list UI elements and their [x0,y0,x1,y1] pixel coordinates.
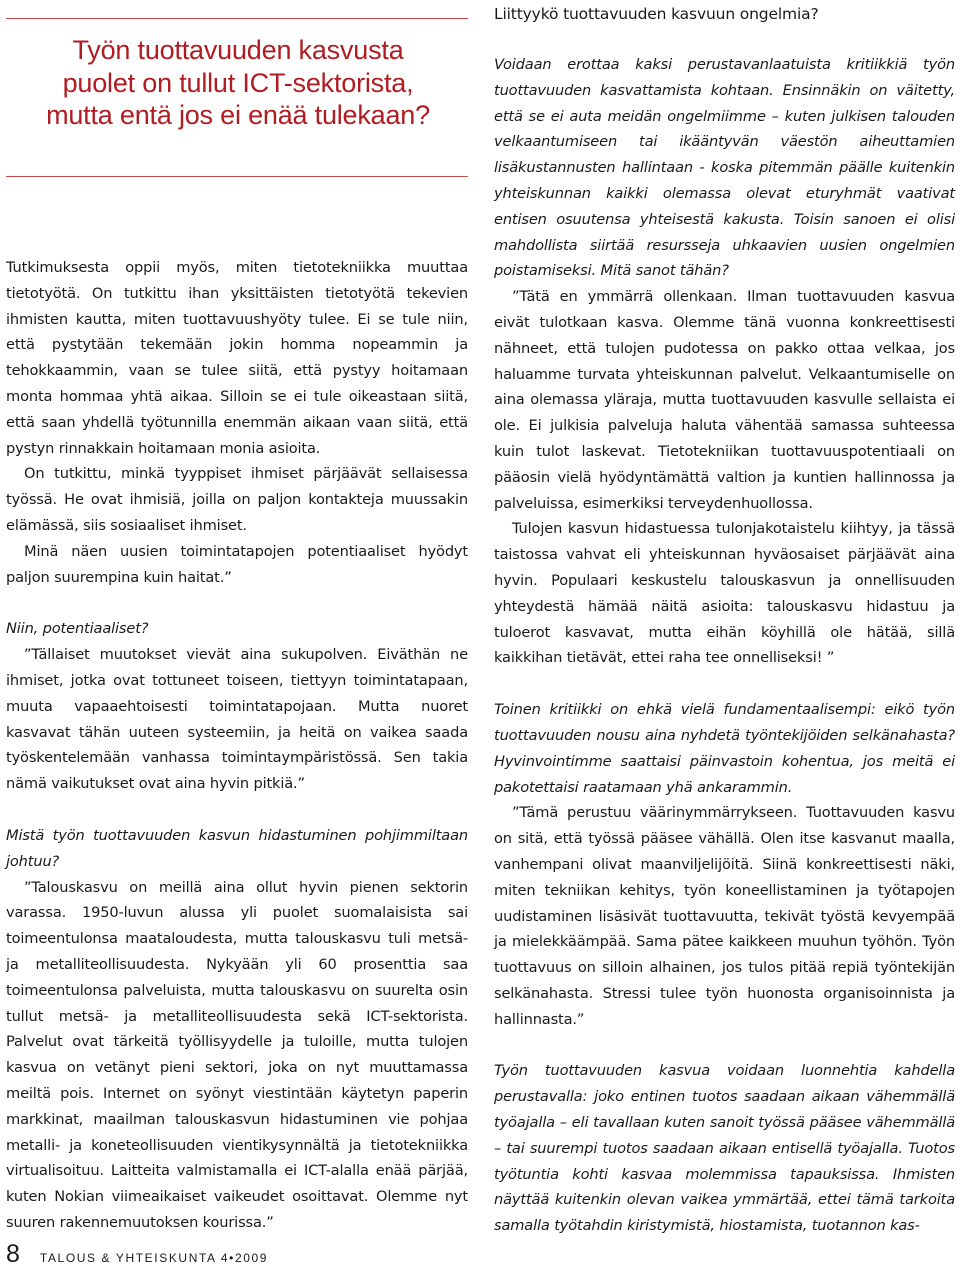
rule-bottom [6,176,468,177]
paragraph: ”Tämä perustuu väärinymmärrykseen. Tuottavuuden kasvu on sitä, että työssä pääsee vähällä. Olen itse kasvanut maalla, vanhempani olivat maanviljelijöitä. Siinä konkreettisesti näki, miten tekniikan kehitys, työn koneellistaminen ja työtapojen uudistaminen lisäsivät tuottavuutta, tekivät työstä kevyempää ja mielekkäämpää. Sama pätee kaikkeen muuhun työhön. Työn tuottavuus on silloin alhainen, jos tulos pitää repiä työntekijän selkänahasta. Stressi tulee työn huonosta organisoinnista ja hallinnasta.” [494,804,955,1028]
paragraph: Tutkimuksesta oppii myös, miten tietotekniikka muuttaa tietotyötä. On tutkittu ihan yksittäisten tietotyötä tekevien ihmisten kautta, miten tuottavuushyöty tulee. Ei se tule niin, että pystytään tekemään jokin homma nopeammin ja tehokkaammin, vaan se tulee siitä, että pystyy hoitamaan monta hommaa yhtä aikaa. Silloin se ei tule oikeastaan siitä, että saan yhdellä työtunnilla enemmän aikaan vaan siitä, että pystyn rinnakkain hoitamaan monia asioita. [6,259,468,457]
section-heading: Liittyykö tuottavuuden kasvuun ongelmia? [494,5,819,23]
question: Mistä työn tuottavuuden kasvun hidastuminen pohjimmiltaan johtuu? [6,826,468,870]
left-column [6,255,468,1236]
paragraph: Tulojen kasvun hidastuessa tulonjakotaistelu kiihtyy, ja tässä taistossa vahvat eli yhteiskunnan hyväosaiset pärjäävät aina hyvin. Populaari keskustelu talouskasvun ja onnellisuuden yhteydestä hämää näitä asioita: talouskasvu hidastuu ja tuloerot kasvavat, mutta eihän köyhillä ole hätää, sillä kaikkihan tietävät, ettei raha tee onnelliseksi! ” [494,520,955,667]
question: Toinen kritiikki on ehkä vielä fundamentaalisempi: eikö työn tuottavuuden nousu aina nyhdetä työntekijöiden selkänahasta? Hyvinvointimme saattaisi päinvastoin kohentua, jos meitä ei pakotettaisi raatamaan yhä ankarammin. [494,701,955,796]
paragraph: ”Tällaiset muutokset vievät aina sukupolven. Eiväthän ne ihmiset, jotka ovat tottuneet toiseen, tiettyyn toimintatapaan, muuta vapaaehtoisesti toimintatapojaan. Mutta nuoret kasvavat tähän uuteen systeemiin, ja heitä on vaikea saada työskentelemään vanhassa toimintaympäristössä. Sen takia nämä vaikutukset ovat aina hyvin pitkiä.” [6,646,468,793]
page-number: 8 [6,1240,20,1268]
publication-name: TALOUS & YHTEISKUNTA 4•2009 [39,1251,269,1265]
rule-top [6,18,468,19]
question: Voidaan erottaa kaksi perustavanlaatuista kritiikkiä työn tuottavuuden kasvattamista kohtaan. Ensinnäkin on väitetty, että se ei auta meidän ongelmiimme – kuten julkisen talouden velkaantumiseen tai ikääntyvän väestön aiheuttamien lisäkustannusten hallintaan - koska pitemmän päälle kuitenkin yhteiskunnan kaikki olemassa olevat eturyhmät vaativat entisen osuutensa yhteisestä kakusta. Toisin sanoen ei olisi mahdollista siirtää resursseja uhkaavien uusien ongelmien poistamiseksi. Mitä sanot tähän? [494,56,955,280]
page-footer [6,1240,268,1270]
paragraph: Minä näen uusien toimintatapojen potentiaaliset hyödyt paljon suurempina kuin haitat.” [6,542,468,586]
pullquote: Työn tuottavuuden kasvusta puolet on tullut ICT-sektorista, mutta entä jos ei enää tulekaan? [46,35,430,130]
right-column [494,0,955,1239]
question: Niin, potentiaaliset? [6,620,149,638]
paragraph: On tutkittu, minkä tyyppiset ihmiset pärjäävät sellaisessa työssä. He ovat ihmisiä, joilla on paljon kontakteja muussakin elämässä, siis sosiaaliset ihmiset. [6,465,468,534]
paragraph: ”Tätä en ymmärrä ollenkaan. Ilman tuottavuuden kasvua eivät tulotkaan kasva. Olemme tänä vuonna konkreettisesti nähneet, että tulojen pudotessa on pakko ottaa velkaa, jos haluamme turvata yhteiskunnan palvelut. Velkaantumiselle on aina olemassa yläraja, mutta tuottavuuden kasvulle sellaista ei ole. Ei julkisia palveluja haluta vähentää samassa suhteessa kuin tulot laskevat. Tietotekniikan tuottavuuspotentiaali on pääosin vielä hyödyntämättä valtion ja kuntien hallinnossa ja palveluissa, esimerkiksi terveydenhuollossa. [494,288,955,512]
paragraph: ”Talouskasvu on meillä aina ollut hyvin pienen sektorin varassa. 1950-luvun alussa yli puolet suomalaisista sai toimeentulonsa maataloudesta, mutta talouskasvu tuli metsä- ja metalliteollisuudesta. Nykyään yli 60 prosenttia saa toimeentulonsa palveluista, mutta talouskasvu on suurelta osin tullut metsä- ja metalliteollisuudesta sekä ICT-sektorista. Palvelut ovat tärkeitä työllisyydelle ja tuloille, mutta tulojen kasvua on vetänyt pieni sektori, joka on nyt muuttamassa meiltä pois. Internet on syönyt viestintään käytetyn paperin markkinat, maailman talouskasvun hidastuminen vie pohjaa metalli- ja koneteollisuuden vientikysynnältä ja tietotekniikka virtualisoituu. Laitteita valmistamalla ei ICT-alalla enää pärjää, kuten Nokian viimeaikaiset vaikeudet osoittavat. Olemme nyt suuren rakennemuutoksen kourissa.” [6,878,468,1231]
question: Työn tuottavuuden kasvua voidaan luonnehtia kahdella perustavalla: joko entinen tuotos saadaan aikaan vähemmällä työajalla – eli tavallaan kuten sanoit työssä pääsee vähemmällä – tai suurempi tuotos saadaan aikaan entisellä työajalla. Tuotos työtuntia kohti kasvaa molemmissa tapauksissa. Ihmisten näyttää kuitenkin olevan vaikea ymmärtää, ettei tämä tarkoita samalla työtahdin kiristymistä, hiostamista, tuotannon kas- [494,1062,955,1235]
